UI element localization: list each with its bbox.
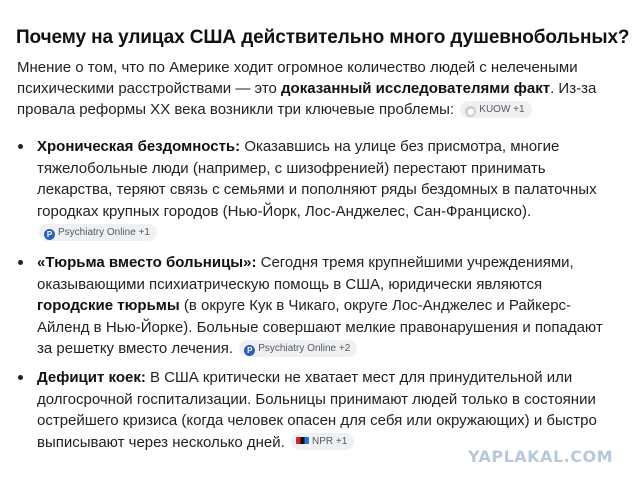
source-chip-label: KUOW +1: [479, 103, 525, 115]
problem-list: [17, 136, 617, 244]
psychiatry-online-icon: P: [44, 229, 55, 240]
item-heading: Хроническая бездомность:: [37, 138, 241, 155]
item-text: Сегодня тремя крупнейшими учреждениями, оказывающими психиатрическую помощь в США, юридически являются: [37, 254, 574, 293]
source-chip-npr[interactable]: [291, 433, 354, 450]
source-chip-psychiatry-online[interactable]: [39, 224, 157, 241]
item-text: В США критически не хватает мест для принудительной или долгосрочной госпитализации. Больницы принимают людей только в состоянии острейшего кризиса (когда человек опасен для себя или окружающих) и быстро выписывают через несколько дней.: [37, 369, 597, 451]
item-text: Оказавшись на улице без присмотра, многие тяжелобольные люди (например, с шизофренией) перестают принимать лекарства, теряют связь с семьями и пополняют ряды бездомных в палаточных городках крупных городов (Нью-Йорк, Лос-Анджелес, Сан-Франциско).: [37, 138, 597, 220]
bullet-dot: [18, 144, 23, 149]
item-heading: «Тюрьма вместо больницы»:: [37, 254, 257, 271]
list-item: [17, 136, 617, 244]
intro-paragraph: [17, 57, 617, 120]
list-item: [17, 252, 617, 360]
problem-list-2: [17, 252, 617, 360]
item-text-2: (в округе Кук в Чикаго, округе Лос-Анджелес и Райкерс-Айленд в Нью-Йорке). Больные совершают мелкие правонарушения и попадают за решетку вместо лечения.: [37, 297, 603, 357]
article-title: Почему на улицах США действительно много душевнобольных?: [16, 27, 630, 48]
source-chip-psychiatry-online[interactable]: [239, 340, 357, 357]
site-watermark: YAPLAKAL.COM: [467, 447, 613, 466]
item-heading: Дефицит коек:: [37, 369, 146, 386]
npr-logo-icon: [296, 437, 309, 444]
list-item: [17, 367, 617, 453]
source-chip-label: Psychiatry Online +2: [258, 342, 351, 354]
intro-text-2: . Из-за провала реформы XX века возникли три ключевые проблемы:: [17, 80, 597, 118]
psychiatry-online-icon: P: [244, 345, 255, 356]
intro-bold-fact: доказанный исследователями факт: [281, 80, 551, 97]
intro-text-1: Мнение о том, что по Америке ходит огромное количество людей с нелечеными психическими расстройствами — это: [17, 59, 578, 97]
bullet-dot: [18, 375, 23, 380]
item-bold-phrase: городские тюрьмы: [37, 297, 180, 314]
problem-list-3: [17, 367, 617, 453]
bullet-dot: [18, 260, 23, 265]
source-chip-label: Psychiatry Online +1: [58, 226, 150, 238]
source-chip-label: NPR +1: [311, 436, 348, 448]
kuow-source-icon: ◉: [465, 106, 476, 117]
source-chip-kuow[interactable]: [460, 101, 531, 118]
